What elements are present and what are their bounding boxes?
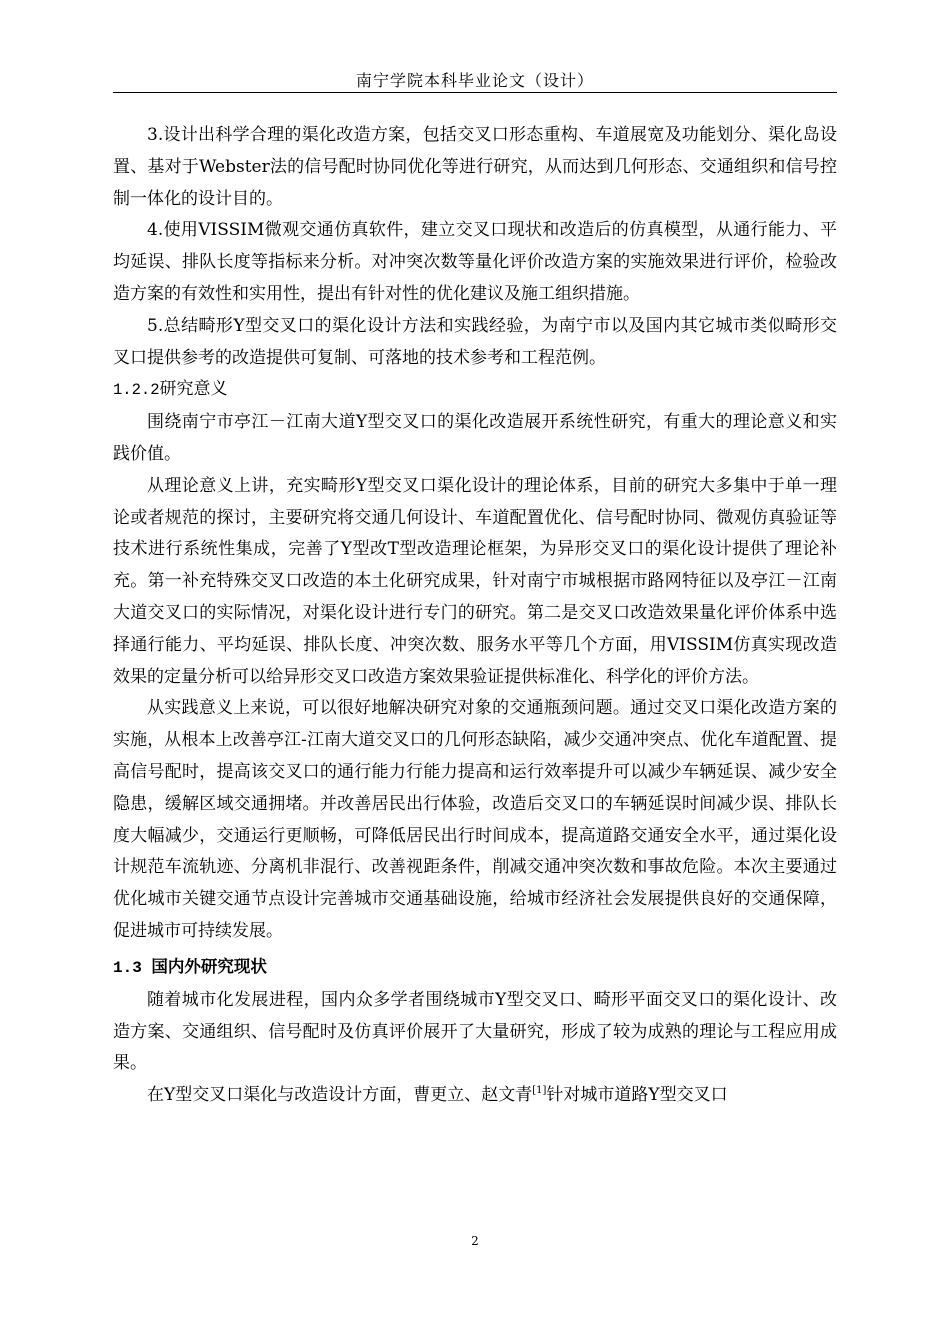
page-number: 2 — [471, 1234, 479, 1248]
significance-paragraph-1: 围绕南宁市亭江－江南大道Y型交叉口的渠化改造展开系统性研究，有重大的理论意义和实践价值。 — [113, 412, 837, 464]
objective-paragraph-3: 3.设计出科学合理的渠化改造方案，包括交叉口形态重构、车道展宽及功能划分、渠化岛设置、基对于Webster法的信号配时协同优化等进行研究，从而达到几何形态、交通组织和信号控制一体化的设计目的。 — [113, 125, 837, 209]
header-rule — [113, 92, 837, 93]
paragraph-text-start: 在Y型交叉口渠化与改造设计方面，曹更立、赵文青 — [147, 1085, 533, 1106]
research-status-paragraph-1: 随着城市化发展进程，国内众多学者围绕城市Y型交叉口、畸形平面交叉口的渠化设计、改造方案、交通组织、信号配时及仿真评价展开了大量研究，形成了较为成熟的理论与工程应用成果。 — [113, 989, 837, 1074]
significance-paragraph-3: 从实践意义上来说，可以很好地解决研究对象的交通瓶颈问题。通过交叉口渠化改造方案的实施，从根本上改善亭江-江南大道交叉口的几何形态缺陷，减少交通冲突点、优化车道配置、提高信号配时，提高该交叉口的通行能力行能力提高和运行效率提升可以减少车辆延误、减少安全隐患，缓解区域交通拥堵。并改善居民出行体验，改造后交叉口的车辆延误时间减少误、排队长度大幅减少，交通运行更顺畅，可降低居民出行时间成本，提高道路交通安全水平，通过渠化设计规范车流轨迹、分离机非混行、改善视距条件，削减交通冲突次数和事故危险。本次主要通过优化城市关键交通节点设计完善城市交通基础设施，给城市经济社会发展提供良好的交通保障，促进城市可持续发展。 — [113, 698, 837, 941]
paragraph-text-end: 针对城市道路Y型交叉口 — [546, 1085, 728, 1106]
body-text — [113, 120, 837, 1112]
subsection-heading-1-2-2 — [113, 374, 837, 407]
significance-paragraph-2: 从理论意义上讲，充实畸形Y型交叉口渠化设计的理论体系，目前的研究大多集中于单一理论或者规范的探讨，主要研究将交通几何设计、车道配置优化、信号配时协同、微观仿真验证等技术进行系统性集成，完善了Y型改T型改造理论框架，为异形交叉口的渠化设计提供了理论补充。第一补充特殊交叉口改造的本土化研究成果，针对南宁市城根据市路网特征以及亭江－江南大道交叉口的实际情况，对渠化设计进行专门的研究。第二是交叉口改造效果量化评价体系中选择通行能力、平均延误、排队长度、冲突次数、服务水平等几个方面，用VISSIM仿真实现改造效果的定量分析可以给异形交叉口改造方案效果验证提供标准化、科学化的评价方法。 — [113, 475, 837, 687]
subsection-number: 1.2.2 — [113, 381, 160, 400]
section-heading-1-3 — [113, 950, 837, 985]
section-title: 国内外研究现状 — [151, 956, 267, 976]
subsection-title: 研究意义 — [159, 379, 228, 400]
objective-paragraph-4: 4.使用VISSIM微观交通仿真软件，建立交叉口现状和改造后的仿真模型，从通行能力、平均延误、排队长度等指标来分析。对冲突次数等量化评价改造方案的实施效果进行评价，检验改造方案的有效性和实用性，提出有针对性的优化建议及施工组织措施。 — [113, 220, 837, 304]
section-number: 1.3 — [113, 958, 142, 977]
research-status-paragraph-2 — [113, 1080, 837, 1112]
citation-ref[interactable]: [1] — [532, 1085, 547, 1097]
objective-paragraph-5: 5.总结畸形Y型交叉口的渠化设计方法和实践经验，为南宁市以及国内其它城市类似畸形交叉口提供参考的改造提供可复制、可落地的技术参考和工程范例。 — [113, 315, 837, 368]
running-header: 南宁学院本科毕业论文（设计） — [355, 71, 594, 90]
